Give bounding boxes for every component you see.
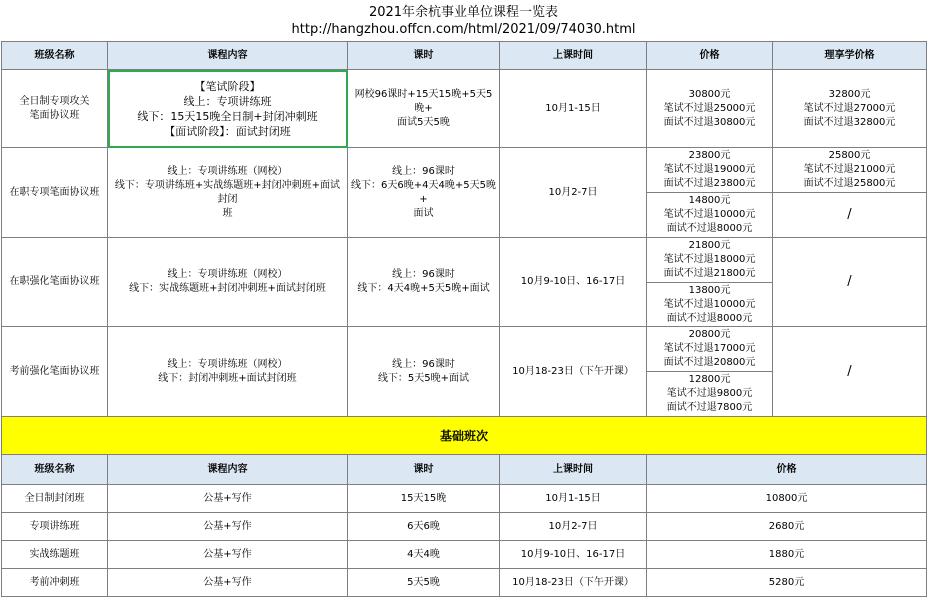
hours: 6天6晚 (348, 513, 500, 541)
col-header: 班级名称 (2, 42, 108, 70)
hours: 线上：96课时 线下：6天6晚+4天4晚+5天5晚+ 面试 (348, 148, 500, 238)
hours: 线上：96课时 线下：4天4晚+5天5晚+面试 (348, 238, 500, 327)
table-row (2, 569, 927, 597)
price: 20800元 笔试不过退17000元 面试不过退20800元 (647, 327, 773, 372)
price: 5280元 (647, 569, 927, 597)
class-name: 在职强化笔面协议班 (2, 238, 108, 327)
page-title: 2021年余杭事业单位课程一览表 (368, 5, 559, 20)
course-content: 线上：专项讲练班（网校） 线下：封闭冲刺班+面试封闭班 (108, 327, 348, 417)
class-name: 考前冲刺班 (2, 569, 108, 597)
section-banner-row (2, 417, 927, 455)
class-name: 专项讲练班 (2, 513, 108, 541)
col-header: 课程内容 (108, 42, 348, 70)
col-header: 课程内容 (108, 455, 348, 485)
price: 13800元 笔试不过退10000元 面试不过退8000元 (647, 283, 773, 327)
table-row (2, 148, 927, 193)
header-row (2, 42, 927, 70)
price: 2680元 (647, 513, 927, 541)
price: 21800元 笔试不过退18000元 面试不过退21800元 (647, 238, 773, 283)
class-name: 在职专项笔面协议班 (2, 148, 108, 238)
col-header: 理享学价格 (773, 42, 927, 70)
table-row (2, 485, 927, 513)
hours: 线上：96课时 线下：5天5晚+面试 (348, 327, 500, 417)
hours: 15天15晚 (348, 485, 500, 513)
table-row (2, 70, 927, 148)
class-name: 实战练题班 (2, 541, 108, 569)
course-content: 公基+写作 (108, 541, 348, 569)
col-header: 课时 (348, 455, 500, 485)
course-content: 公基+写作 (108, 513, 348, 541)
course-content[interactable]: 【笔试阶段】 线上：专项讲练班 线下：15天15晚全日制+封闭冲刺班 【面试阶段】：面试封闭班 (108, 70, 348, 148)
col-header: 上课时间 (500, 42, 647, 70)
class-name: 全日制封闭班 (2, 485, 108, 513)
hours: 4天4晚 (348, 541, 500, 569)
schedule: 10月9-10日、16-17日 (500, 541, 647, 569)
class-name: 全日制专项攻关 笔面协议班 (2, 70, 108, 148)
course-table (1, 41, 927, 597)
hours: 网校96课时+15天15晚+5天5晚+ 面试5天5晚 (348, 70, 500, 148)
price: 30800元 笔试不过退25000元 面试不过退30800元 (647, 70, 773, 148)
schedule: 10月1-15日 (500, 485, 647, 513)
col-header: 价格 (647, 455, 927, 485)
schedule: 10月18-23日（下午开课） (500, 569, 647, 597)
col-header: 课时 (348, 42, 500, 70)
col-header: 价格 (647, 42, 773, 70)
col-header: 上课时间 (500, 455, 647, 485)
price: 10800元 (647, 485, 927, 513)
course-content: 线上：专项讲练班（网校） 线下：实战练题班+封闭冲刺班+面试封闭班 (108, 238, 348, 327)
schedule: 10月2-7日 (500, 148, 647, 238)
section-title: 基础班次 (2, 417, 927, 455)
price: 12800元 笔试不过退9800元 面试不过退7800元 (647, 372, 773, 417)
table-row (2, 238, 927, 283)
schedule: 10月18-23日（下午开课） (500, 327, 647, 417)
lx-price: / (773, 193, 927, 238)
schedule: 10月9-10日、16-17日 (500, 238, 647, 327)
class-name: 考前强化笔面协议班 (2, 327, 108, 417)
hours: 5天5晚 (348, 569, 500, 597)
lx-price: 32800元 笔试不过退27000元 面试不过退32800元 (773, 70, 927, 148)
table-row (2, 541, 927, 569)
table-row (2, 513, 927, 541)
header-row (2, 455, 927, 485)
lx-price: 25800元 笔试不过退21000元 面试不过退25800元 (773, 148, 927, 193)
price: 1880元 (647, 541, 927, 569)
schedule: 10月2-7日 (500, 513, 647, 541)
lx-price: / (773, 327, 927, 417)
lx-price: / (773, 238, 927, 327)
course-content: 公基+写作 (108, 569, 348, 597)
source-url[interactable]: http://hangzhou.offcn.com/html/2021/09/74030.html (291, 22, 636, 37)
schedule: 10月1-15日 (500, 70, 647, 148)
course-content: 公基+写作 (108, 485, 348, 513)
price: 14800元 笔试不过退10000元 面试不过退8000元 (647, 193, 773, 238)
table-row (2, 327, 927, 372)
course-content: 线上：专项讲练班（网校） 线下：专项讲练班+实战练题班+封闭冲刺班+面试封闭 班 (108, 148, 348, 238)
price: 23800元 笔试不过退19000元 面试不过退23800元 (647, 148, 773, 193)
col-header: 班级名称 (2, 455, 108, 485)
